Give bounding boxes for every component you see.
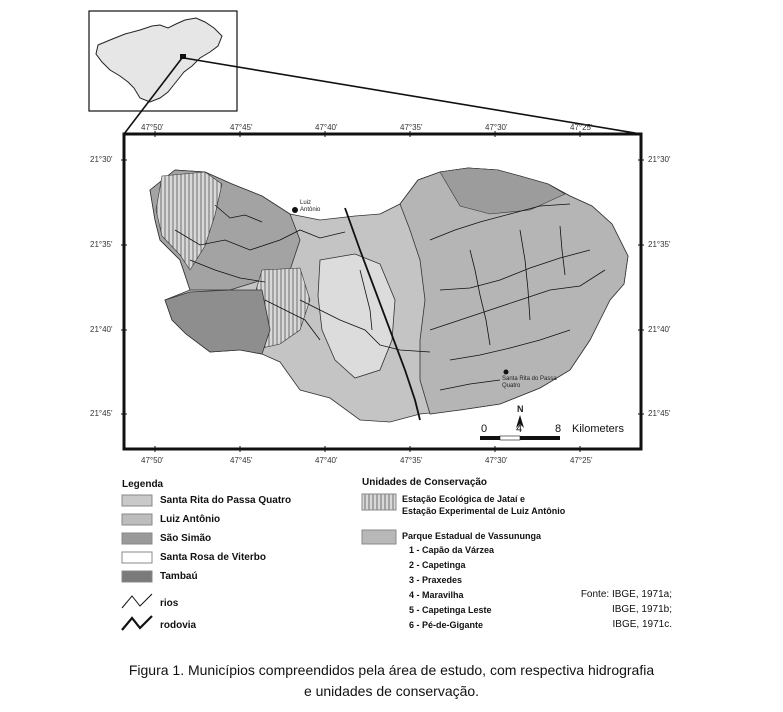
coord-top-5: 47°30' xyxy=(485,123,508,132)
coord-bottom-6: 47°25' xyxy=(570,456,593,465)
legend-sao-simao: São Simão xyxy=(160,533,212,544)
coord-left-3: 21°40' xyxy=(90,325,113,334)
coord-left-4: 21°45' xyxy=(90,409,113,418)
coord-bottom-4: 47°35' xyxy=(400,456,423,465)
coord-left-2: 21°35' xyxy=(90,240,113,249)
coord-bottom-5: 47°30' xyxy=(485,456,508,465)
uc-title: Unidades de Conservação xyxy=(362,477,488,488)
north-label: N xyxy=(517,404,524,414)
scale-tick-8: 8 xyxy=(555,423,562,435)
coord-top-2: 47°45' xyxy=(230,123,253,132)
fonte-line-2: IBGE, 1971b; xyxy=(611,604,672,615)
coord-left-1: 21°30' xyxy=(90,155,113,164)
uc-swatch-parque xyxy=(362,530,396,544)
legend-symbol-rios xyxy=(122,594,152,608)
uc-parque-item-6: 6 - Pé-de-Gigante xyxy=(409,620,484,630)
uc-parque-item-2: 2 - Capetinga xyxy=(409,560,466,570)
figure-caption-line-1: Figura 1. Municípios compreendidos pela área de estudo, com respectiva hidrografia xyxy=(128,662,655,678)
uc-parque-item-3: 3 - Praxedes xyxy=(409,575,463,585)
legend-rios: rios xyxy=(160,598,179,609)
town-label-santa-rita: Santa Rita do Passa Quatro xyxy=(502,376,557,389)
town-label-luiz-antonio: Luiz Antônio xyxy=(300,200,321,213)
legend-title: Legenda xyxy=(122,479,164,490)
legend-swatch-sao-simao xyxy=(122,533,152,544)
coord-right-1: 21°30' xyxy=(648,155,671,164)
coord-bottom-3: 47°40' xyxy=(315,456,338,465)
scale-unit: Kilometers xyxy=(572,423,624,435)
coord-top-4: 47°35' xyxy=(400,123,423,132)
legend-swatch-tambau xyxy=(122,571,152,582)
legend-swatch-santa-rita xyxy=(122,495,152,506)
legend-rodovia: rodovia xyxy=(160,620,197,631)
uc-parque-item-5: 5 - Capetinga Leste xyxy=(409,605,492,615)
uc-parque-item-1: 1 - Capão da Várzea xyxy=(409,545,495,555)
coord-top-6: 47°25' xyxy=(570,123,593,132)
scale-bar xyxy=(480,436,560,440)
legend-symbol-rodovia xyxy=(122,616,152,630)
uc-estacao-line-1: Estação Ecológica de Jataí e xyxy=(402,494,526,504)
coord-right-2: 21°35' xyxy=(648,240,671,249)
coord-right-3: 21°40' xyxy=(648,325,671,334)
coord-top-1: 47°50' xyxy=(141,123,164,132)
uc-swatch-estacao xyxy=(362,494,396,510)
town-marker-luiz xyxy=(292,207,298,213)
legend-santa-rita: Santa Rita do Passa Quatro xyxy=(160,495,292,506)
scale-tick-0: 0 xyxy=(481,423,488,435)
legend-luiz-antonio: Luiz Antônio xyxy=(160,514,221,525)
uc-parque: Parque Estadual de Vassununga xyxy=(402,531,542,541)
coord-bottom-1: 47°50' xyxy=(141,456,164,465)
coord-right-4: 21°45' xyxy=(648,409,671,418)
fonte-line-1: Fonte: IBGE, 1971a; xyxy=(580,589,672,600)
figure-caption-line-2: e unidades de conservação. xyxy=(303,683,480,699)
coord-top-3: 47°40' xyxy=(315,123,338,132)
uc-parque-item-4: 4 - Maravilha xyxy=(409,590,464,600)
legend-santa-rosa: Santa Rosa de Viterbo xyxy=(160,552,266,563)
legend-tambau: Tambaú xyxy=(160,571,198,582)
fonte-line-3: IBGE, 1971c. xyxy=(612,619,672,630)
town-marker-santa-rita xyxy=(504,370,509,375)
legend-swatch-luiz-antonio xyxy=(122,514,152,525)
legend-swatch-santa-rosa xyxy=(122,552,152,563)
uc-estacao-line-2: Estação Experimental de Luiz Antônio xyxy=(402,506,566,516)
coord-bottom-2: 47°45' xyxy=(230,456,253,465)
scale-tick-4: 4 xyxy=(516,423,523,435)
